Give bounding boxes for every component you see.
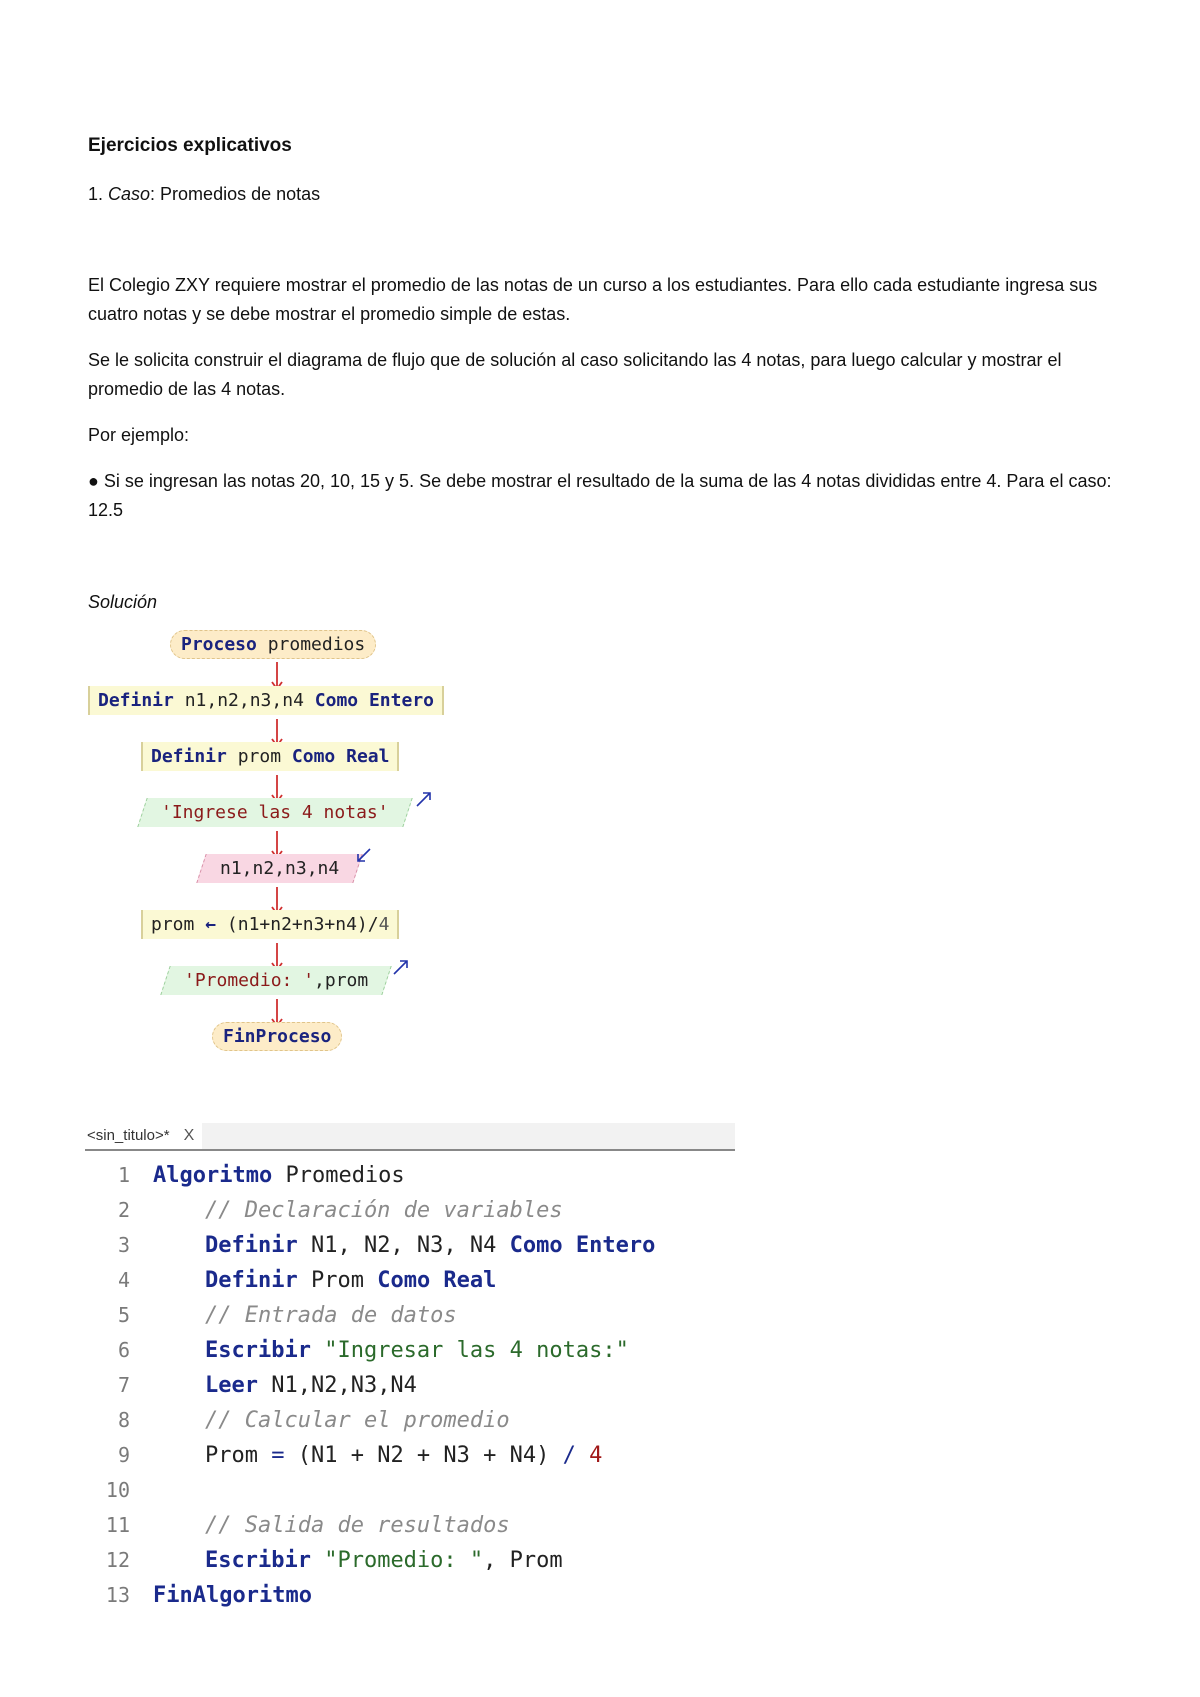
code-identifier: N1, N2, N3, N4 <box>297 1233 510 1258</box>
code-identifier: Prom <box>205 1443 272 1468</box>
line-number: 12 <box>105 1548 130 1572</box>
line-number: 13 <box>105 1583 130 1607</box>
flow-start <box>170 630 376 659</box>
code-expression: (N1 + N2 + N3 + N4) <box>284 1443 563 1468</box>
flow-define-keyword: Definir <box>98 690 174 711</box>
flow-start-keyword: Proceso <box>181 634 257 655</box>
editor-tab-bar <box>85 1123 735 1151</box>
line-number: 7 <box>117 1373 130 1397</box>
code-line <box>85 1473 130 1508</box>
flow-start-name: promedios <box>267 634 366 655</box>
flow-output-result-var: ,prom <box>314 970 369 991</box>
code-line <box>85 1158 405 1193</box>
code-comment: // Calcular el promedio <box>205 1408 510 1433</box>
code-operator: / <box>562 1443 576 1468</box>
flow-define-como: Como <box>314 690 359 711</box>
line-number: 3 <box>117 1233 130 1257</box>
flow-define2-type: Real <box>346 746 390 767</box>
flow-define2-keyword: Definir <box>151 746 227 767</box>
code-keyword: Escribir <box>205 1338 311 1363</box>
code-line <box>85 1333 629 1368</box>
line-number: 2 <box>117 1198 130 1222</box>
code-line <box>85 1403 510 1438</box>
line-number: 11 <box>105 1513 130 1537</box>
code-identifier: N1,N2,N3,N4 <box>257 1373 417 1398</box>
case-name: : Promedios de notas <box>150 184 321 204</box>
input-arrow-icon <box>355 846 373 869</box>
flow-define-notes <box>88 686 444 715</box>
code-keyword: Escribir <box>205 1548 311 1573</box>
line-number: 10 <box>105 1478 130 1502</box>
code-keyword: Como Entero <box>509 1233 656 1258</box>
code-comment: // Entrada de datos <box>205 1303 457 1328</box>
code-keyword: Leer <box>205 1373 258 1398</box>
flow-assign-var: prom <box>151 914 195 935</box>
flow-output-prompt <box>137 798 412 827</box>
code-comment: // Declaración de variables <box>205 1198 563 1223</box>
case-label: Caso <box>108 184 151 204</box>
flow-define2-como: Como <box>291 746 336 767</box>
case-number: 1. <box>88 184 109 204</box>
code-number: 4 <box>575 1443 603 1468</box>
line-number: 6 <box>117 1338 130 1362</box>
code-line <box>85 1438 603 1473</box>
flow-end <box>212 1022 342 1051</box>
flow-define2-var: prom <box>237 746 282 767</box>
solution-label: Solución <box>88 592 158 612</box>
code-line <box>85 1193 563 1228</box>
paragraph-task: Se le solicita construir el diagrama de flujo que de solución al caso solicitando las 4 notas, para luego calcular y mostrar el promedio de las 4 notas. <box>88 350 1062 399</box>
code-line <box>85 1228 656 1263</box>
code-line <box>85 1543 563 1578</box>
code-line <box>85 1578 312 1613</box>
code-keyword: Algoritmo <box>153 1163 273 1188</box>
flow-input-notes-text: n1,n2,n3,n4 <box>220 858 340 879</box>
line-number: 9 <box>117 1443 130 1467</box>
code-line <box>85 1368 417 1403</box>
code-line <box>85 1263 497 1298</box>
code-keyword: Definir <box>205 1233 298 1258</box>
flow-define-prom <box>141 742 399 771</box>
close-icon[interactable]: X <box>183 1127 195 1144</box>
flow-define-type: Entero <box>368 690 434 711</box>
flow-input-notes <box>196 854 363 883</box>
section-heading: Ejercicios explicativos <box>88 135 292 156</box>
code-string: "Promedio: " <box>310 1548 484 1573</box>
code-keyword: Definir <box>205 1268 298 1293</box>
output-arrow-icon-2 <box>392 958 410 981</box>
flow-assign-prom <box>141 910 399 939</box>
code-identifier: , Prom <box>483 1548 563 1573</box>
flow-output-result <box>160 966 392 995</box>
editor-tab[interactable] <box>85 1123 202 1149</box>
code-identifier: Prom <box>297 1268 378 1293</box>
flow-output-result-string: 'Promedio: ' <box>184 970 315 991</box>
code-identifier: Promedios <box>272 1163 405 1188</box>
editor-tab-label: <sin_titulo>* <box>87 1127 170 1144</box>
flow-define-vars: n1,n2,n3,n4 <box>184 690 304 711</box>
flow-assign-arrow: ← <box>205 914 217 935</box>
code-operator: = <box>271 1443 285 1468</box>
line-number: 4 <box>117 1268 130 1292</box>
code-keyword: Como Real <box>377 1268 497 1293</box>
code-line <box>85 1508 510 1543</box>
line-number: 5 <box>117 1303 130 1327</box>
flow-end-text: FinProceso <box>223 1026 332 1047</box>
code-comment: // Salida de resultados <box>205 1513 510 1538</box>
line-number: 1 <box>117 1163 130 1187</box>
flow-output-prompt-text: 'Ingrese las 4 notas' <box>161 802 389 823</box>
bullet-example: ● Si se ingresan las notas 20, 10, 15 y 5. Se debe mostrar el resultado de la suma de las 4 notas divididas entre 4. Para el caso: 12.5 <box>88 471 1112 520</box>
code-string: "Ingresar las 4 notas:" <box>310 1338 629 1363</box>
code-line <box>85 1298 457 1333</box>
line-number: 8 <box>117 1408 130 1432</box>
output-arrow-icon <box>415 790 433 813</box>
code-keyword: FinAlgoritmo <box>153 1583 312 1608</box>
flow-assign-divisor: 4 <box>378 914 390 935</box>
flow-assign-expr: (n1+n2+n3+n4)/ <box>226 914 379 935</box>
paragraph-problem: El Colegio ZXY requiere mostrar el promedio de las notas de un curso a los estudiantes. Para ello cada estudiante ingresa sus cuatro notas y se debe mostrar el promedio simple de estas. <box>88 275 1098 324</box>
paragraph-example-intro: Por ejemplo: <box>88 425 190 445</box>
